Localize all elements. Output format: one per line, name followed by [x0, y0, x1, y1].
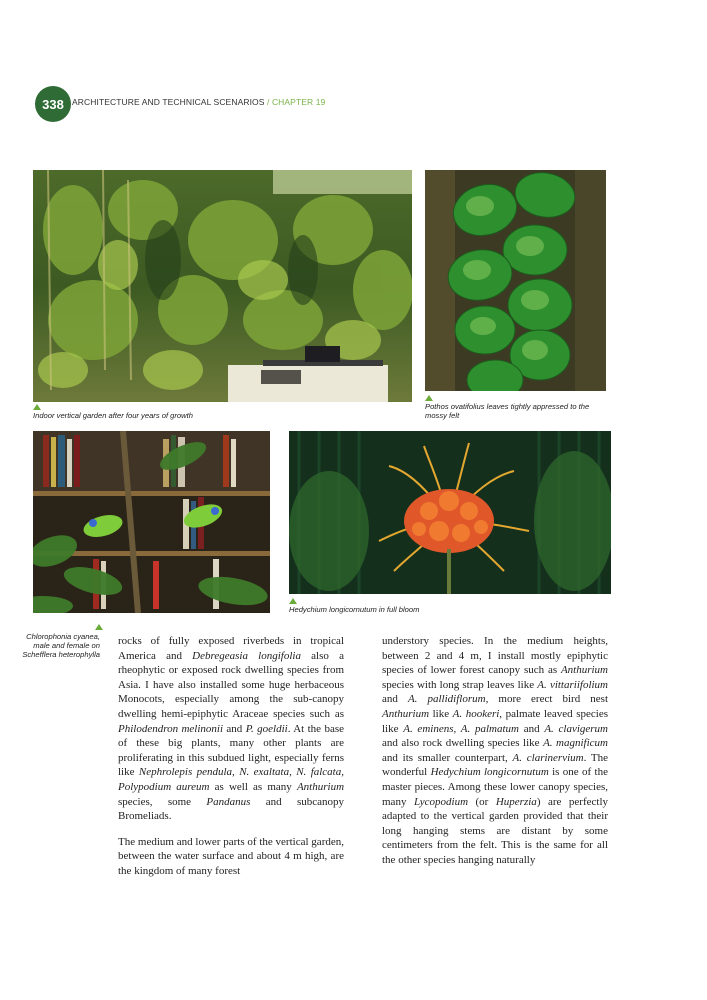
- body-column-right: [382, 634, 608, 879]
- hedychium-photo: [289, 431, 611, 594]
- section-title: ARCHITECTURE AND TECHNICAL SCENARIOS: [72, 97, 265, 107]
- caption-arrow-icon: [289, 598, 297, 604]
- caption-arrow-icon: [95, 624, 103, 630]
- caption-arrow-icon: [33, 404, 41, 410]
- birds-caption: Chlorophonia cyanea, male and female on Schefflera heterophylla: [22, 632, 100, 660]
- running-head: [72, 97, 325, 107]
- pothos-caption: Pothos ovatifolius leaves tightly appressed to the mossy felt: [425, 402, 590, 421]
- header-separator: /: [267, 97, 270, 107]
- chapter-label: CHAPTER 19: [271, 97, 326, 107]
- paragraph: The medium and lower parts of the vertical garden, between the water surface and about 4 m high, are the kingdom of many forest: [118, 835, 344, 877]
- body-column-left: [118, 634, 344, 890]
- hedychium-caption: Hedychium longicornutum in full bloom: [289, 605, 420, 614]
- birds-photo: [33, 431, 270, 613]
- paragraph: rocks of fully exposed riverbeds in tropical America and Debregeasia longifolia also a rheophytic or exposed rock dwelling species from Asia. I have also installed some huge herbaceous Monocots, especially among the sub-canopy dwelling hemi-epiphytic Araceae species such as Philodendron melinonii and P. goeldii. At the base of these big plants, many other plants are proliferating in this subdued light, especially ferns like Nephrolepis pendula, N. exaltata, N. falcata, Polypodium aureum as well as many Anthurium species, some Pandanus and subcanopy Bromeliads.: [118, 635, 345, 823]
- paragraph: understory species. In the medium heights, between 2 and 4 m, I install mostly epiphytic species of lower forest canopy such as Anthurium species with long strap leaves like A. vittariifolium and A. pallidiflorum, more erect bird nest Anthurium like A. hookeri, palmate leaved species like A. eminens, A. palmatum and A. clavigerum and also rock dwelling species like A. magnificum and its smaller counterpart, A. clarinervium. The wonderful Hedychium longicornutum is one of the master pieces. Among these lower canopy species, many Lycopodium (or Huperzia) are perfectly adapted to the vertical garden provided that their long hanging stems are distant by some centimeters from the felt. This is the same for all the other species hanging naturally: [382, 635, 609, 866]
- garden-photo: [33, 170, 412, 402]
- caption-arrow-icon: [425, 395, 433, 401]
- garden-caption: Indoor vertical garden after four years of growth: [33, 411, 193, 420]
- page-number: 338: [42, 96, 64, 112]
- page-number-badge: [37, 88, 69, 120]
- pothos-photo: [425, 170, 606, 391]
